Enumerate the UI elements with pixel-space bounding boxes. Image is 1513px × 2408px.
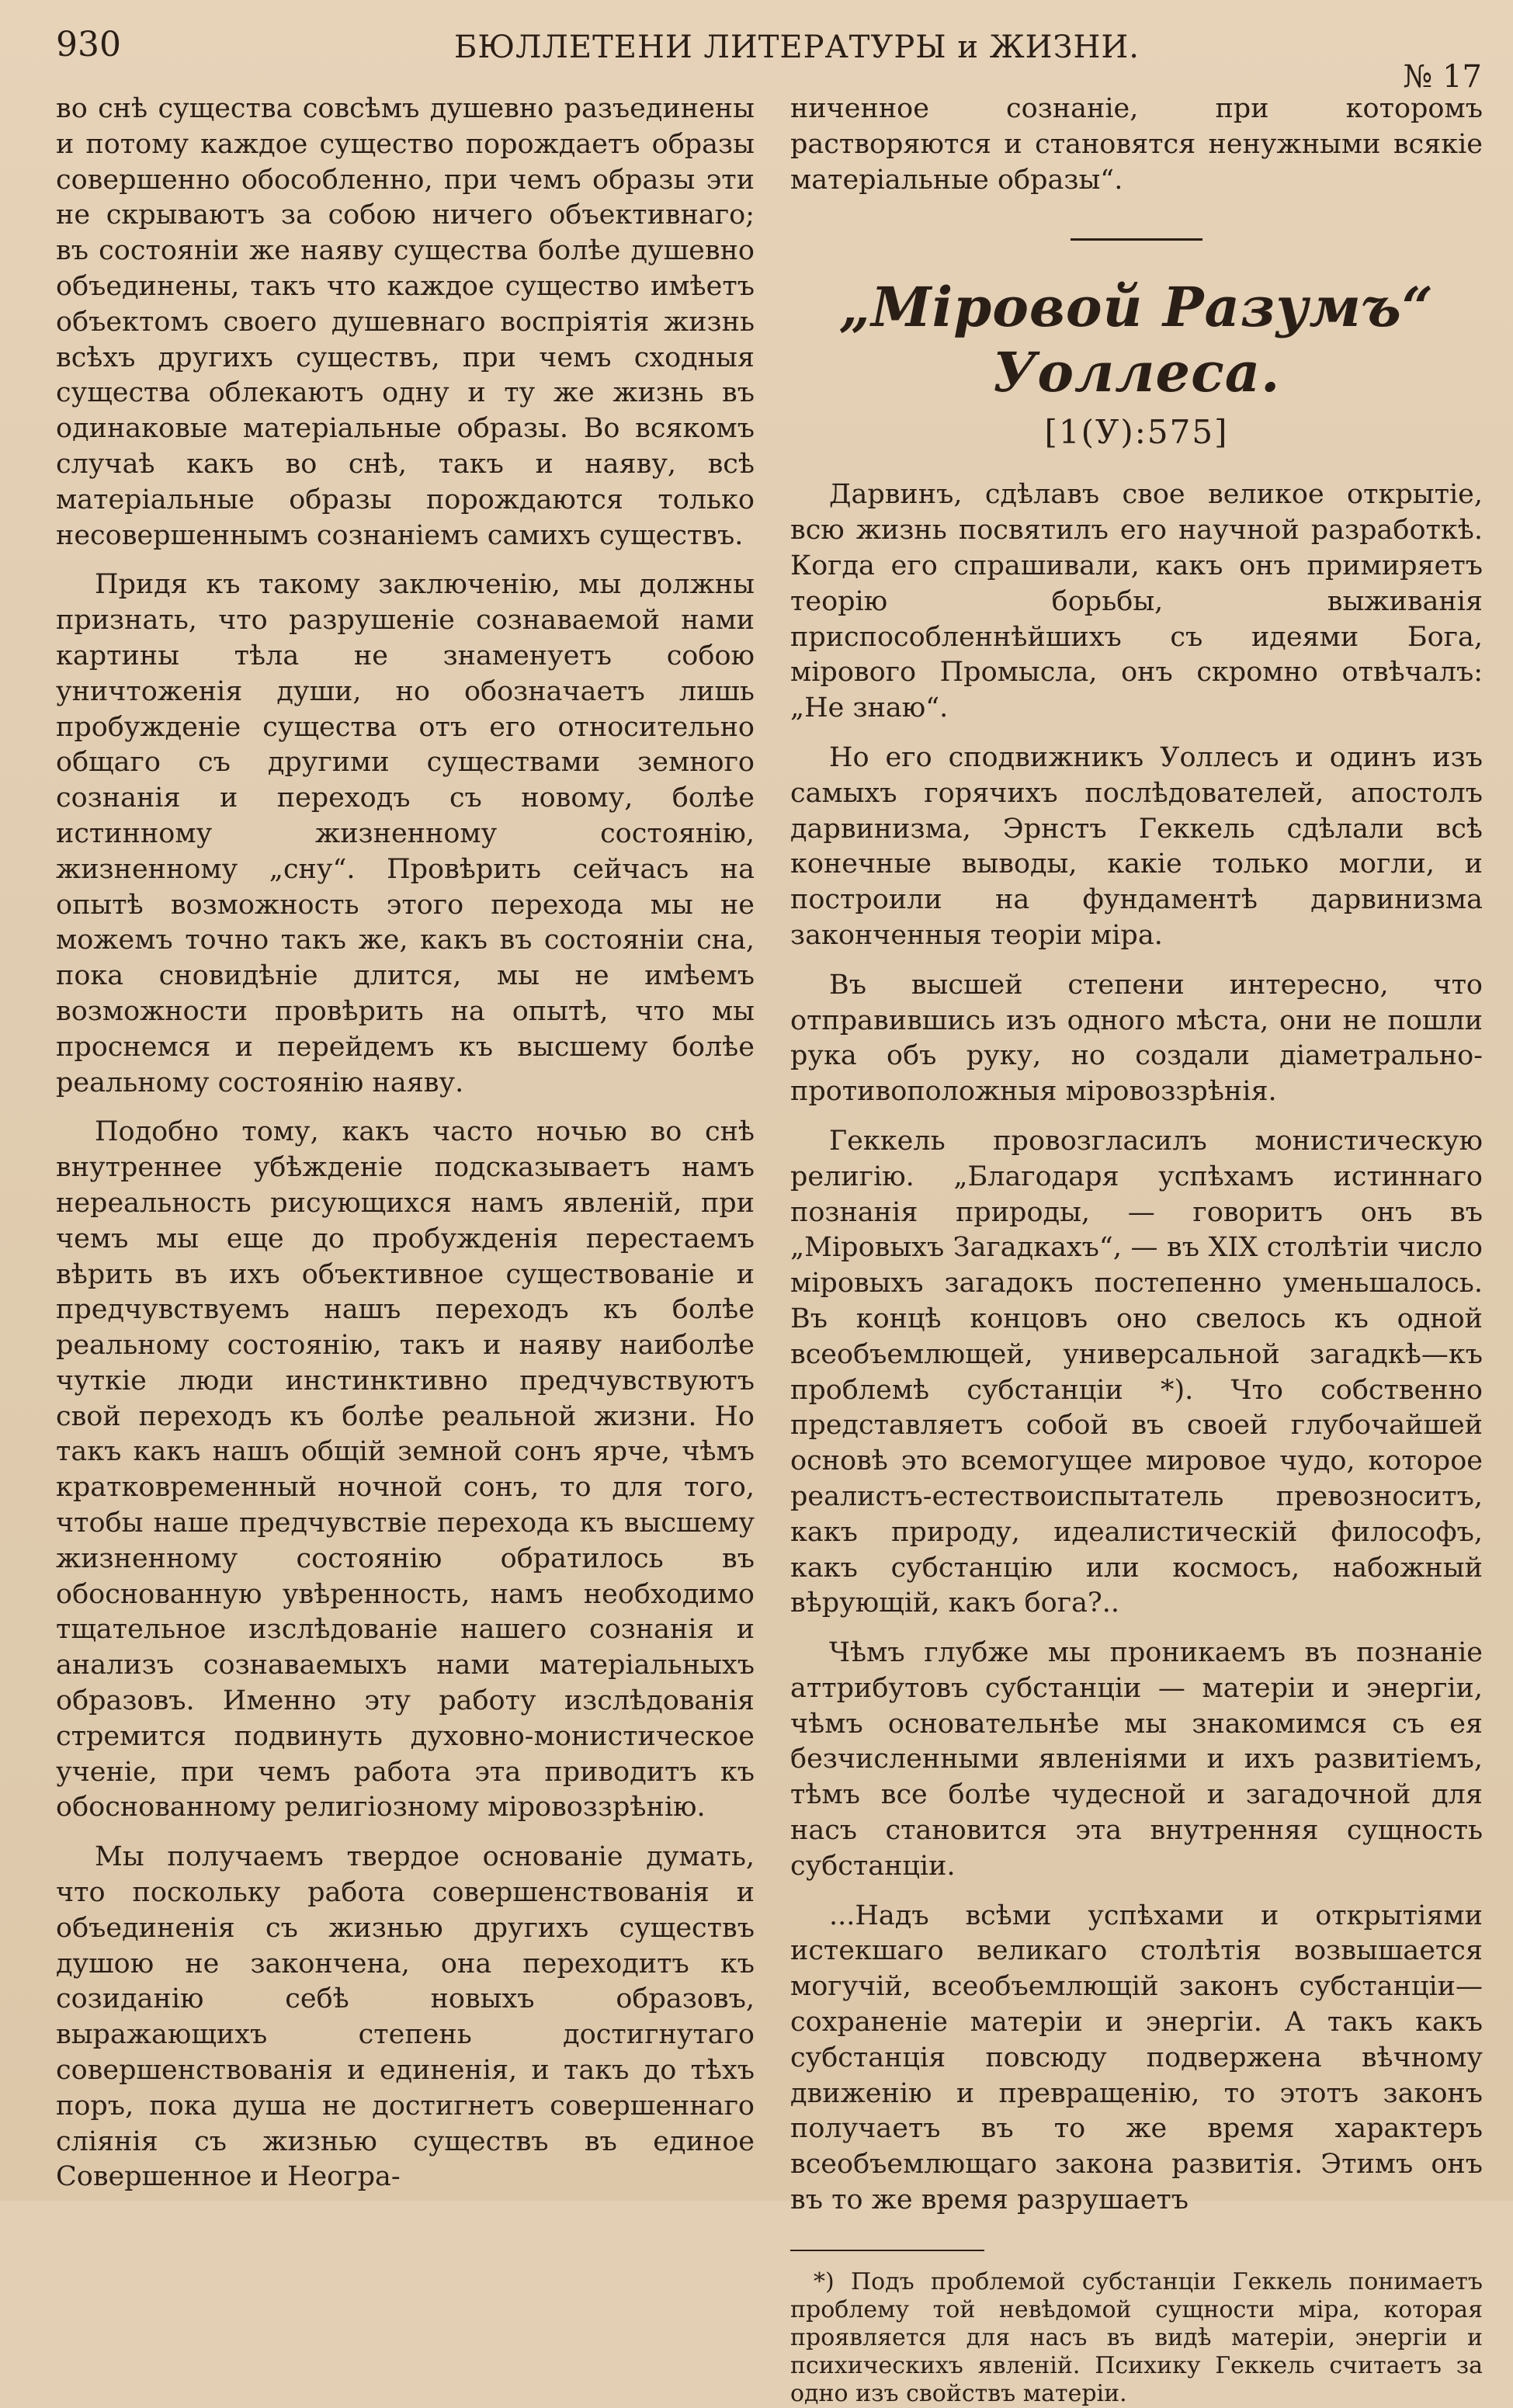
issue-number: № 17 bbox=[1403, 59, 1482, 95]
running-title: БЮЛЛЕТЕНИ ЛИТЕРАТУРЫ и ЖИЗНИ. bbox=[454, 29, 1140, 65]
paragraph: Но его сподвижникъ Уоллесъ и одинъ изъ самыхъ горячихъ послѣдователей, апостолъ дарвинизма, Эрнстъ Геккель сдѣлали всѣ конечные выводы, какіе только могли, и построили на фундаментѣ дарвинизма законченныя теоріи міра. bbox=[790, 741, 1483, 951]
paragraph: Мы получаемъ твердое основаніе думать, что поскольку работа совершенствованія и объединенія съ жизнью другихъ существъ душою не закончена, она переходитъ къ созиданію себѣ новыхъ образовъ, выражающихъ степень достигнутаго совершенствованія и единенія, и такъ до тѣхъ поръ, пока душа не достигнетъ совершеннаго слiянія съ жизнью существъ въ единое Совершенное и Неогра- bbox=[56, 1841, 755, 2193]
section-divider bbox=[1071, 238, 1202, 241]
footnote: *) Подъ проблемой субстанціи Геккель понимаетъ проблему той невѣдомой сущности міра, которая проявляется для насъ въ видѣ матеріи, энергіи и психическихъ явленій. Психику Геккель считаетъ за одно изъ свойствъ матеріи. bbox=[790, 2267, 1483, 2407]
right-column bbox=[790, 92, 1483, 2408]
paragraph: Подобно тому, какъ часто ночью во снѣ внутреннее убѣжденіе подсказываетъ намъ нереальность рисующихся намъ явленій, при чемъ мы еще до пробужденія перестаемъ вѣрить въ ихъ объективное существованіе и предчувствуемъ нашъ переходъ къ болѣе реальному состоянію, такъ и наяву наиболѣе чуткіе люди инстинктивно предчувствуютъ свой переходъ къ болѣе реальной жизни. Но такъ какъ нашъ общій земной сонъ ярче, чѣмъ кратковременный ночной сонъ, то для того, чтобы наше предчувствіе перехода къ высшему жизненному состоянію обратилось въ обоснованную увѣренность, намъ необходимо тщательное изслѣдованіе нашего сознанія и анализъ сознаваемыхъ нами матеріальныхъ образовъ. Именно эту работу изслѣдованія стремится подвинуть духовно-монистическое ученіе, при чемъ работа эта приводитъ къ обоснованному религіозному міровоззрѣнію. bbox=[56, 1116, 755, 1823]
footnote-rule bbox=[790, 2250, 984, 2251]
paragraph: ...Надъ всѣми успѣхами и открытіями истекшаго великаго столѣтія возвышается могучій, всеобъемлющій законъ субстанціи—сохраненіе матеріи и энергіи. А такъ какъ субстанція повсюду подвержена вѣчному движенію и превращенію, то этотъ законъ получаетъ въ то же время характеръ всеобъемлющаго закона развитія. Этимъ онъ въ то же время разрушаетъ bbox=[790, 1900, 1483, 2216]
paragraph: ниченное сознаніе, при которомъ растворяются и становятся ненужными всякіе матеріальные образы“. bbox=[790, 93, 1483, 196]
paragraph: во снѣ существа совсѣмъ душевно разъединены и потому каждое существо порождаетъ образы совершенно обособленно, при чемъ образы эти не скрываютъ за собою ничего объективнаго; въ состояніи же наяву существа болѣе душевно объединены, такъ что каждое существо имѣетъ объектомъ своего душевнаго воспріятія жизнь всѣхъ другихъ существъ, при чемъ сходныя существа облекаютъ одну и ту же жизнь въ одинаковые матеріальные образы. Во всякомъ случаѣ какъ во снѣ, такъ и наяву, всѣ матеріальные образы порождаются только несовершеннымъ сознаніемъ самихъ существъ. bbox=[56, 93, 755, 551]
paragraph: Дарвинъ, сдѣлавъ свое великое открытіе, всю жизнь посвятилъ его научной разработкѣ. Когда его спрашивали, какъ онъ примиряетъ теорію борьбы, выживанія приспособленнѣйшихъ съ идеями Бога, мірового Промысла, онъ скромно отвѣчалъ: „Не знаю“. bbox=[790, 479, 1483, 724]
paragraph: Въ высшей степени интересно, что отправившись изъ одного мѣста, они не пошли рука объ руку, но создали діаметрально-противоположныя міровоззрѣнія. bbox=[790, 969, 1483, 1108]
paragraph: Чѣмъ глубже мы проникаемъ въ познаніе аттрибутовъ субстанціи — матеріи и энергіи, чѣмъ основательнѣе мы знакомимся съ ея безчисленными явленіями и ихъ развитіемъ, тѣмъ все болѣе чудесной и загадочной для насъ становится эта внутренняя сущность субстанціи. bbox=[790, 1637, 1483, 1882]
left-column bbox=[56, 92, 755, 2209]
paragraph: Придя къ такому заключенію, мы должны признать, что разрушеніе сознаваемой нами картины тѣла не знаменуетъ собою уничтоженія души, но обозначаетъ лишь пробужденіе существа отъ его относительно общаго съ другими существами земного сознанія и переходъ съ новому, болѣе истинному жизненному состоянію, жизненному „сну“. Провѣрить сейчасъ на опытѣ возможность этого перехода мы не можемъ точно такъ же, какъ въ состояніи сна, пока сновидѣніе длится, мы не имѣемъ возможности провѣрить на опытѣ, что мы проснемся и перейдемъ къ высшему болѣе реальному состоянію наяву. bbox=[56, 569, 755, 1098]
page-header bbox=[0, 16, 1513, 95]
article-code: [1(У):575] bbox=[1044, 413, 1229, 452]
paragraph: Геккель провозгласилъ монистическую религію. „Благодаря успѣхамъ истиннаго познанія природы, — говоритъ онъ въ „Міровыхъ Загадкахъ“, — въ XIX столѣтіи число міровыхъ загадокъ постепенно уменьшалось. Въ концѣ концовъ оно свелось къ одной всеобъемлющей, универсальной загадкѣ—къ проблемѣ субстанціи *). Что собственно представляетъ собой въ своей глубочайшей основѣ это всемогущее мировое чудо, которое реалистъ-естествоиспытатель превозноситъ, какъ природу, идеалистическій философъ, какъ субстанцію или космосъ, набожный вѣрующій, какъ бога?.. bbox=[790, 1125, 1483, 1619]
article-title: „Міровой Разумъ“ Уоллеса. bbox=[838, 275, 1435, 405]
page-number: 930 bbox=[56, 25, 121, 64]
